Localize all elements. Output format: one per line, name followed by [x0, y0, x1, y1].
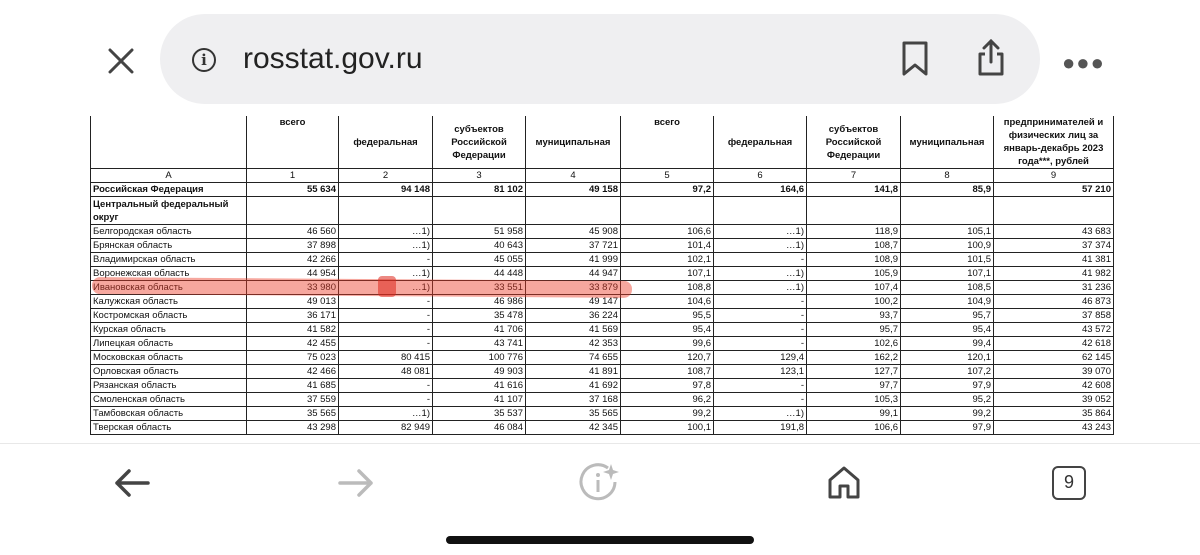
table-cell: 36 171	[247, 309, 339, 323]
table-cell: …1)	[714, 225, 807, 239]
header-cell: субъектов Российской Федерации	[807, 116, 901, 169]
table-cell: 42 608	[994, 379, 1114, 393]
region-name: Ивановская область	[91, 281, 247, 295]
table-row	[91, 365, 1114, 379]
table-cell: 107,1	[901, 267, 994, 281]
table-cell: 41 569	[526, 323, 621, 337]
table-cell: 127,7	[807, 365, 901, 379]
table-cell: 99,6	[621, 337, 714, 351]
table-cell: 62 145	[994, 351, 1114, 365]
table-cell: -	[714, 393, 807, 407]
table-cell: 37 898	[247, 239, 339, 253]
table-cell: 41 706	[433, 323, 526, 337]
table-cell: 99,2	[621, 407, 714, 421]
table-cell: 40 643	[433, 239, 526, 253]
table-cell: 141,8	[807, 183, 901, 197]
column-number-cell: 5	[621, 169, 714, 183]
table-cell: 74 655	[526, 351, 621, 365]
table-cell: -	[714, 309, 807, 323]
table-cell: 106,6	[621, 225, 714, 239]
table-cell	[526, 197, 621, 225]
table-cell: 41 582	[247, 323, 339, 337]
document-table-area	[90, 116, 1114, 435]
table-cell: 57 210	[994, 183, 1114, 197]
table-cell: 97,9	[901, 379, 994, 393]
header-cell: муниципальная	[901, 116, 994, 169]
table-row	[91, 323, 1114, 337]
table-cell: 37 721	[526, 239, 621, 253]
table-cell: 44 448	[433, 267, 526, 281]
table-row	[91, 253, 1114, 267]
table-cell: 100,9	[901, 239, 994, 253]
table-cell: Российская Федерация	[91, 183, 247, 197]
table-cell: 45 055	[433, 253, 526, 267]
column-number-cell: 1	[247, 169, 339, 183]
table-cell: 101,5	[901, 253, 994, 267]
region-name: Орловская область	[91, 365, 247, 379]
table-cell: 105,9	[807, 267, 901, 281]
table-row	[91, 393, 1114, 407]
table-cell: 43 298	[247, 421, 339, 435]
table-cell: 107,4	[807, 281, 901, 295]
forward-icon[interactable]	[336, 466, 376, 500]
table-cell: 46 873	[994, 295, 1114, 309]
table-cell: 35 864	[994, 407, 1114, 421]
table-cell: 35 565	[526, 407, 621, 421]
region-name: Калужская область	[91, 295, 247, 309]
table-cell: 48 081	[339, 365, 433, 379]
table-cell	[994, 197, 1114, 225]
header-cell: федеральная	[714, 116, 807, 169]
table-cell: 39 052	[994, 393, 1114, 407]
table-row	[91, 281, 1114, 295]
header-cell: муниципальная	[526, 116, 621, 169]
table-cell: 164,6	[714, 183, 807, 197]
table-cell: 118,9	[807, 225, 901, 239]
table-cell: 43 741	[433, 337, 526, 351]
table-cell: 46 560	[247, 225, 339, 239]
table-cell: 49 903	[433, 365, 526, 379]
table-cell	[714, 197, 807, 225]
table-cell: 108,7	[807, 239, 901, 253]
table-cell: -	[339, 379, 433, 393]
column-number-cell: А	[91, 169, 247, 183]
region-name: Брянская область	[91, 239, 247, 253]
table-row	[91, 351, 1114, 365]
table-cell: 42 266	[247, 253, 339, 267]
table-cell: 42 345	[526, 421, 621, 435]
home-indicator	[446, 536, 754, 544]
table-cell: 95,7	[807, 323, 901, 337]
more-icon[interactable]: ●●●	[1062, 50, 1105, 75]
district-name: Центральный федеральный округ	[91, 197, 247, 225]
table-cell: -	[339, 309, 433, 323]
table-cell: 81 102	[433, 183, 526, 197]
table-cell: 102,1	[621, 253, 714, 267]
table-cell: 37 858	[994, 309, 1114, 323]
header-cell: субъектов Российской Федерации	[433, 116, 526, 169]
table-cell: 35 537	[433, 407, 526, 421]
table-cell: 82 949	[339, 421, 433, 435]
table-cell: -	[714, 295, 807, 309]
header-cell: предпринимателей и физических лиц за январь-декабрь 2023 года***, рублей	[994, 116, 1114, 169]
region-name: Курская область	[91, 323, 247, 337]
table-cell: 33 551	[433, 281, 526, 295]
table-row	[91, 267, 1114, 281]
table-cell: -	[714, 253, 807, 267]
table-cell: …1)	[339, 239, 433, 253]
region-name: Воронежская область	[91, 267, 247, 281]
table-cell: 41 107	[433, 393, 526, 407]
table-cell: 44 947	[526, 267, 621, 281]
table-cell: 33 980	[247, 281, 339, 295]
table-cell: 55 634	[247, 183, 339, 197]
table-row	[91, 379, 1114, 393]
column-number-cell: 6	[714, 169, 807, 183]
table-cell: 41 982	[994, 267, 1114, 281]
table-cell: -	[339, 253, 433, 267]
table-cell: 123,1	[714, 365, 807, 379]
table-cell: 41 616	[433, 379, 526, 393]
region-name: Тверская область	[91, 421, 247, 435]
table-cell	[339, 197, 433, 225]
table-cell: 33 879	[526, 281, 621, 295]
table-cell: …1)	[714, 267, 807, 281]
region-name: Московская область	[91, 351, 247, 365]
table-cell: 44 954	[247, 267, 339, 281]
table-cell: 120,1	[901, 351, 994, 365]
table-cell: 46 986	[433, 295, 526, 309]
table-cell: 105,3	[807, 393, 901, 407]
region-name: Тамбовская область	[91, 407, 247, 421]
table-cell: 99,1	[807, 407, 901, 421]
table-cell: 37 168	[526, 393, 621, 407]
region-name: Липецкая область	[91, 337, 247, 351]
column-number-cell: 7	[807, 169, 901, 183]
header-cell	[91, 116, 247, 169]
header-row	[91, 116, 1114, 169]
table-cell: 129,4	[714, 351, 807, 365]
table-cell: 37 559	[247, 393, 339, 407]
table-cell	[433, 197, 526, 225]
table-cell	[901, 197, 994, 225]
table-cell: 99,2	[901, 407, 994, 421]
table-cell: …1)	[339, 281, 433, 295]
table-row	[91, 239, 1114, 253]
assistant-icon[interactable]	[578, 462, 620, 504]
table-cell: 41 891	[526, 365, 621, 379]
table-cell: …1)	[339, 407, 433, 421]
table-cell: 100,1	[621, 421, 714, 435]
table-cell: -	[339, 323, 433, 337]
region-name: Костромская область	[91, 309, 247, 323]
table-cell: 35 478	[433, 309, 526, 323]
table-cell: 41 999	[526, 253, 621, 267]
table-cell: 95,2	[901, 393, 994, 407]
table-cell: 191,8	[714, 421, 807, 435]
table-cell: 97,9	[901, 421, 994, 435]
table-cell: 42 618	[994, 337, 1114, 351]
table-cell: 106,6	[807, 421, 901, 435]
table-cell: 162,2	[807, 351, 901, 365]
table-cell: 102,6	[807, 337, 901, 351]
table-cell: …1)	[714, 239, 807, 253]
table-cell: 97,8	[621, 379, 714, 393]
table-cell: -	[339, 337, 433, 351]
header-cell: всего	[247, 116, 339, 169]
table-cell: 42 353	[526, 337, 621, 351]
header-cell: федеральная	[339, 116, 433, 169]
header-cell: всего	[621, 116, 714, 169]
table-cell: 95,4	[901, 323, 994, 337]
url-text[interactable]: rosstat.gov.ru	[243, 42, 423, 75]
table-cell: …1)	[339, 267, 433, 281]
tabs-button[interactable]: 9	[1052, 466, 1086, 500]
table-cell: -	[339, 393, 433, 407]
table-cell: -	[714, 323, 807, 337]
table-cell: 94 148	[339, 183, 433, 197]
table-cell: 100 776	[433, 351, 526, 365]
table-cell: 95,4	[621, 323, 714, 337]
table-row	[91, 421, 1114, 435]
table-cell: 42 466	[247, 365, 339, 379]
table-cell	[247, 197, 339, 225]
table-cell: 49 147	[526, 295, 621, 309]
table-cell: 97,7	[807, 379, 901, 393]
table-cell: 36 224	[526, 309, 621, 323]
table-cell: 42 455	[247, 337, 339, 351]
table-cell: 41 381	[994, 253, 1114, 267]
table-cell: …1)	[714, 281, 807, 295]
table-cell: 108,7	[621, 365, 714, 379]
table-cell: 95,5	[621, 309, 714, 323]
region-name: Белгородская область	[91, 225, 247, 239]
table-cell: 75 023	[247, 351, 339, 365]
table-cell: 93,7	[807, 309, 901, 323]
table-row	[91, 407, 1114, 421]
table-cell: 49 013	[247, 295, 339, 309]
column-number-cell: 8	[901, 169, 994, 183]
table-row	[91, 225, 1114, 239]
table-cell: 101,4	[621, 239, 714, 253]
table-cell: 35 565	[247, 407, 339, 421]
total-row	[91, 183, 1114, 197]
table-cell: 108,5	[901, 281, 994, 295]
table-cell: 108,8	[621, 281, 714, 295]
column-number-cell: 4	[526, 169, 621, 183]
table-cell: -	[714, 379, 807, 393]
home-icon[interactable]	[826, 464, 862, 500]
table-cell: 104,6	[621, 295, 714, 309]
table-cell: 43 243	[994, 421, 1114, 435]
table-cell: 107,1	[621, 267, 714, 281]
table-cell: 120,7	[621, 351, 714, 365]
close-icon[interactable]	[104, 44, 138, 78]
table-cell: 41 685	[247, 379, 339, 393]
table-cell: 80 415	[339, 351, 433, 365]
table-cell	[621, 197, 714, 225]
table-cell: 97,2	[621, 183, 714, 197]
table-cell: 99,4	[901, 337, 994, 351]
district-row	[91, 197, 1114, 225]
table-cell: 31 236	[994, 281, 1114, 295]
region-name: Рязанская область	[91, 379, 247, 393]
table-cell: 108,9	[807, 253, 901, 267]
table-row	[91, 337, 1114, 351]
column-number-cell: 2	[339, 169, 433, 183]
table-cell: 39 070	[994, 365, 1114, 379]
table-cell: 51 958	[433, 225, 526, 239]
table-cell: 104,9	[901, 295, 994, 309]
table-row	[91, 295, 1114, 309]
browser-bottom-toolbar	[0, 443, 1200, 555]
table-cell: …1)	[714, 407, 807, 421]
table-cell: 43 683	[994, 225, 1114, 239]
table-cell: 41 692	[526, 379, 621, 393]
column-number-cell: 9	[994, 169, 1114, 183]
table-cell: 95,7	[901, 309, 994, 323]
share-icon[interactable]	[975, 38, 1007, 78]
table-cell: -	[339, 295, 433, 309]
table-cell: 45 908	[526, 225, 621, 239]
table-cell: …1)	[339, 225, 433, 239]
table-cell	[807, 197, 901, 225]
table-cell: 107,2	[901, 365, 994, 379]
back-icon[interactable]	[112, 466, 152, 500]
column-number-cell: 3	[433, 169, 526, 183]
region-name: Смоленская область	[91, 393, 247, 407]
table-cell: 46 084	[433, 421, 526, 435]
table-cell: 37 374	[994, 239, 1114, 253]
table-cell: 96,2	[621, 393, 714, 407]
browser-top-bar	[0, 0, 1200, 115]
table-row	[91, 309, 1114, 323]
salary-table	[90, 116, 1114, 435]
column-number-row	[91, 169, 1114, 183]
table-cell: 100,2	[807, 295, 901, 309]
table-cell: 85,9	[901, 183, 994, 197]
table-cell: -	[714, 337, 807, 351]
region-name: Владимирская область	[91, 253, 247, 267]
info-icon[interactable]: i	[192, 48, 216, 72]
table-cell: 105,1	[901, 225, 994, 239]
bookmark-icon[interactable]	[900, 40, 930, 78]
table-cell: 43 572	[994, 323, 1114, 337]
table-cell: 49 158	[526, 183, 621, 197]
